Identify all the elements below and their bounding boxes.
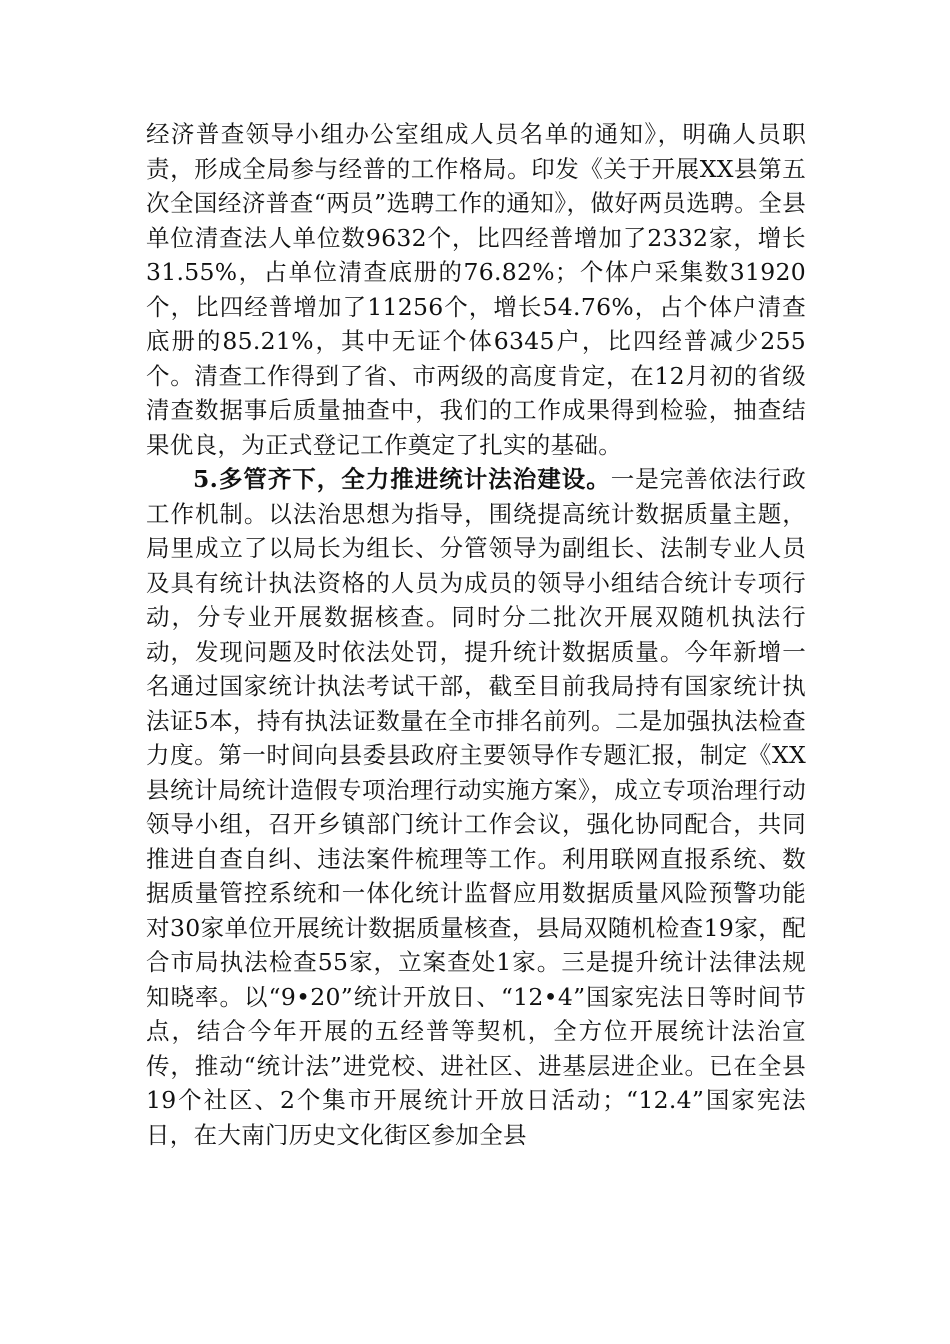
paragraph-statistical-rule-of-law — [146, 462, 806, 1152]
paragraph-text: 经济普查领导小组办公室组成人员名单的通知》，明确人员职责，形成全局参与经普的工作格局。印发《关于开展XX县第五次全国经济普查“两员”选聘工作的通知》，做好两员选聘。全县单位清查法人单位数9632个，比四经普增加了2332家，增长31.55%，占单位清查底册的76.82%；个体户采集数31920个，比四经普增加了11256个，增长54.76%，占个体户清查底册的85.21%，其中无证个体6345户，比四经普减少255个。清查工作得到了省、市两级的高度肯定，在12月初的省级清查数据事后质量抽查中，我们的工作成果得到检验，抽查结果优良，为正式登记工作奠定了扎实的基础。 — [146, 120, 806, 459]
section-heading-5: 5.多管齐下，全力推进统计法治建设。 — [193, 465, 611, 493]
document-body — [146, 117, 806, 1152]
paragraph-census-staffing — [146, 117, 806, 462]
paragraph-text: 一是完善依法行政工作机制。以法治思想为指导，围绕提高统计数据质量主题，局里成立了以局长为组长、分管领导为副组长、法制专业人员及具有统计执法资格的人员为成员的领导小组结合统计专项行动，分专业开展数据核查。同时分二批次开展双随机执法行动，发现问题及时依法处罚，提升统计数据质量。今年新增一名通过国家统计执法考试干部，截至目前我局持有国家统计执法证5本，持有执法证数量在全市排名前列。二是加强执法检查力度。第一时间向县委县政府主要领导作专题汇报，制定《XX县统计局统计造假专项治理行动实施方案》，成立专项治理行动领导小组，召开乡镇部门统计工作会议，强化协同配合，共同推进自查自纠、违法案件梳理等工作。利用联网直报系统、数据质量管控系统和一体化统计监督应用数据质量风险预警功能对30家单位开展统计数据质量核查，县局双随机检查19家，配合市局执法检查55家，立案查处1家。三是提升统计法律法规知晓率。以“9•20”统计开放日、“12•4”国家宪法日等时间节点，结合今年开展的五经普等契机，全方位开展统计法治宣传，推动“统计法”进党校、进社区、进基层进企业。已在全县19个社区、2个集市开展统计开放日活动；“12.4”国家宪法日，在大南门历史文化街区参加全县 — [146, 465, 806, 1149]
